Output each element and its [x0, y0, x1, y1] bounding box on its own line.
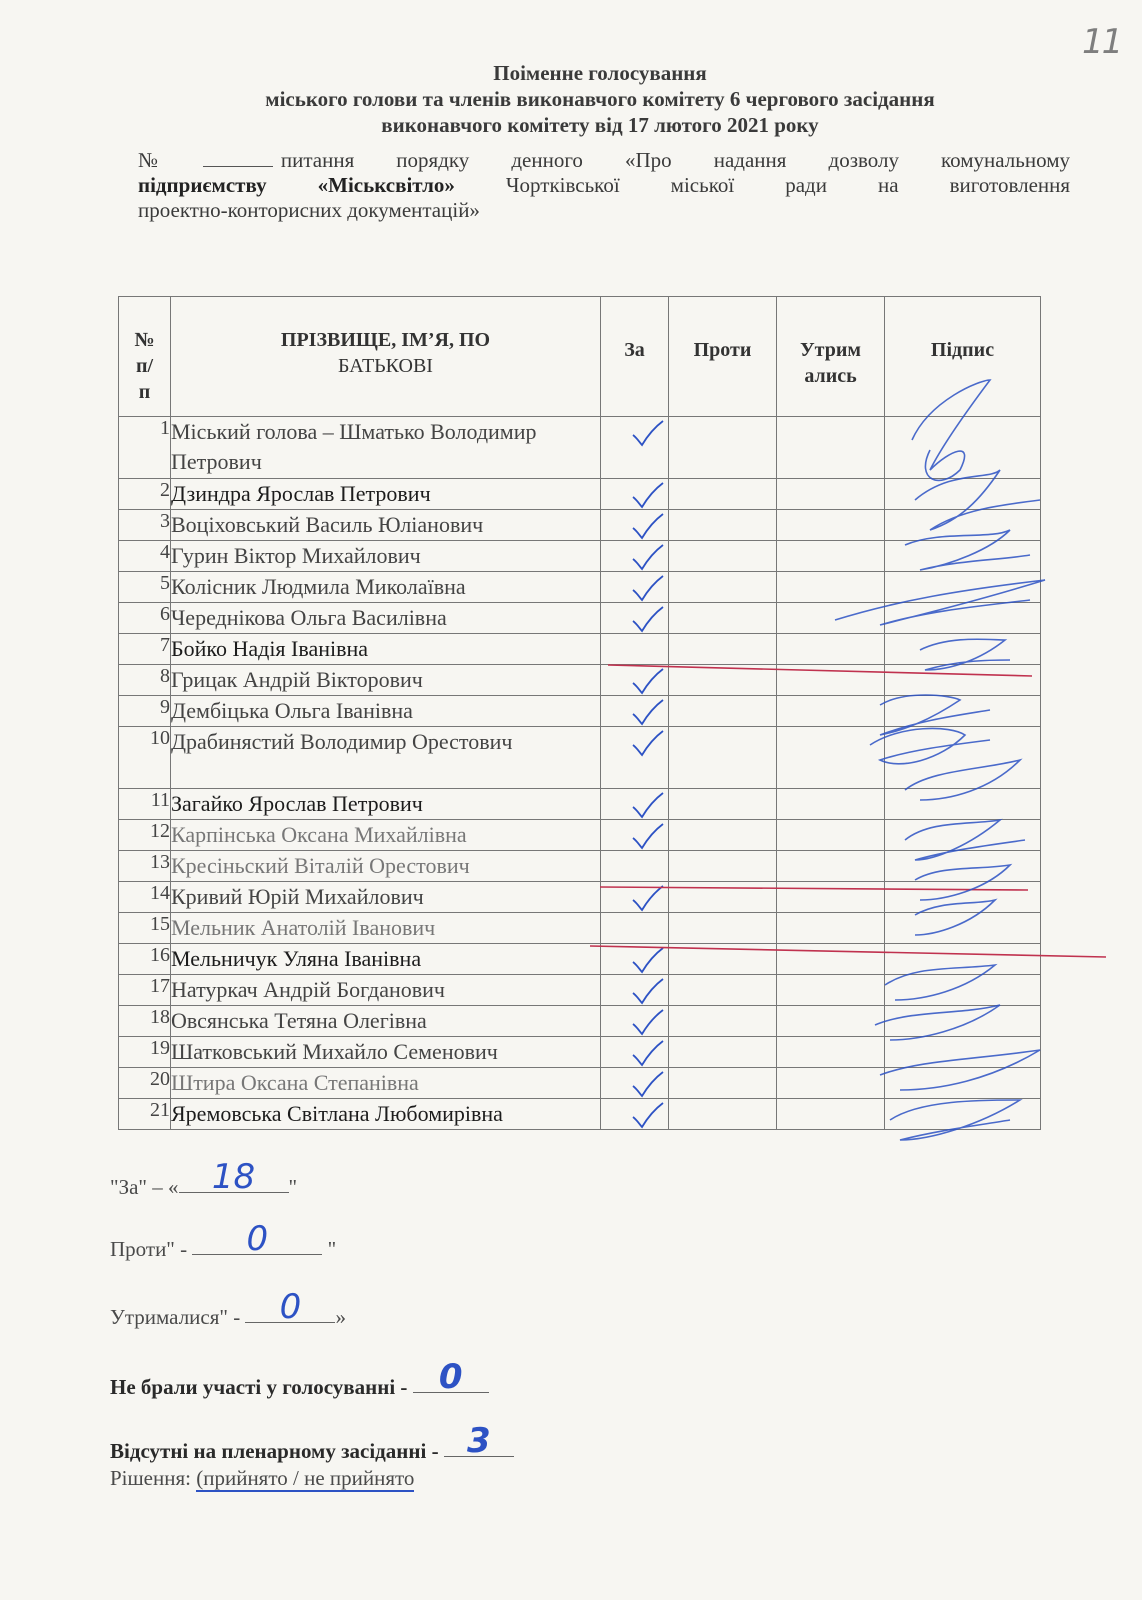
vote-against-cell — [669, 417, 777, 479]
table-row — [119, 882, 1041, 913]
vote-for-cell — [601, 820, 669, 851]
vote-against-cell — [669, 510, 777, 541]
member-name: Драбинястий Володимир Орестович — [171, 727, 601, 789]
member-name: Загайко Ярослав Петрович — [171, 789, 601, 820]
summary-for: "За" – « 18 " — [110, 1157, 298, 1199]
row-number: 20 — [119, 1068, 171, 1099]
vote-abstained-cell — [777, 975, 885, 1006]
row-number: 15 — [119, 913, 171, 944]
member-name: Кривий Юрій Михайлович — [171, 882, 601, 913]
table-row — [119, 603, 1041, 634]
page-number: 11 — [1082, 22, 1122, 62]
vote-for-cell — [601, 975, 669, 1006]
vote-abstained-cell — [777, 634, 885, 665]
vote-against-cell — [669, 541, 777, 572]
title-line-3: виконавчого комітету від 17 лютого 2021 року — [381, 113, 819, 137]
signature-cell — [885, 789, 1041, 820]
vote-abstained-cell — [777, 1037, 885, 1068]
table-row — [119, 510, 1041, 541]
checkmark-icon — [631, 791, 665, 819]
vote-against-cell — [669, 665, 777, 696]
vote-for-cell — [601, 510, 669, 541]
checkmark-icon — [631, 574, 665, 602]
signature-cell — [885, 1037, 1041, 1068]
vote-abstained-cell — [777, 913, 885, 944]
signature-cell — [885, 1006, 1041, 1037]
vote-abstained-cell — [777, 1006, 885, 1037]
vote-against-cell — [669, 1006, 777, 1037]
vote-against-cell — [669, 975, 777, 1006]
vote-abstained-cell — [777, 665, 885, 696]
row-number: 5 — [119, 572, 171, 603]
vote-for-cell — [601, 851, 669, 882]
table-row — [119, 789, 1041, 820]
checkmark-icon — [631, 729, 665, 757]
checkmark-icon — [631, 977, 665, 1005]
checkmark-icon — [631, 884, 665, 912]
table-row — [119, 727, 1041, 789]
subject-number-sign: № — [138, 148, 195, 172]
checkmark-icon — [631, 543, 665, 571]
table-row — [119, 665, 1041, 696]
signature-cell — [885, 479, 1041, 510]
summary-abstained: Утрималися" - 0 » — [110, 1287, 346, 1329]
summary-absent: Відсутні на пленарному засіданні - 3 — [110, 1432, 514, 1464]
vote-against-cell — [669, 789, 777, 820]
vote-abstained-cell — [777, 510, 885, 541]
checkmark-icon — [631, 1039, 665, 1067]
member-name: Яремовська Світлана Любомирівна — [171, 1099, 601, 1130]
vote-abstained-cell — [777, 603, 885, 634]
vote-for-cell — [601, 913, 669, 944]
vote-against-cell — [669, 944, 777, 975]
vote-abstained-cell — [777, 1099, 885, 1130]
checkmark-icon — [631, 512, 665, 540]
table-row — [119, 820, 1041, 851]
vote-for-cell — [601, 727, 669, 789]
row-number: 14 — [119, 882, 171, 913]
table-row — [119, 913, 1041, 944]
member-name: Мельник Анатолій Іванович — [171, 913, 601, 944]
signature-cell — [885, 603, 1041, 634]
summary-absent-value: 3 — [444, 1426, 514, 1457]
vote-against-cell — [669, 851, 777, 882]
table-row — [119, 541, 1041, 572]
signature-cell — [885, 572, 1041, 603]
row-number: 10 — [119, 727, 171, 789]
table-row — [119, 572, 1041, 603]
checkmark-icon — [631, 481, 665, 509]
row-number: 6 — [119, 603, 171, 634]
member-name: Бойко Надія Іванівна — [171, 634, 601, 665]
vote-for-cell — [601, 541, 669, 572]
checkmark-icon — [631, 946, 665, 974]
vote-for-cell — [601, 572, 669, 603]
vote-abstained-cell — [777, 1068, 885, 1099]
summary-against-value: 0 — [192, 1224, 322, 1255]
member-name: Грицак Андрій Вікторович — [171, 665, 601, 696]
vote-abstained-cell — [777, 479, 885, 510]
table-row — [119, 696, 1041, 727]
table-row — [119, 1068, 1041, 1099]
signature-cell — [885, 696, 1041, 727]
title-line-2: міського голови та членів виконавчого комітету 6 чергового засідання — [265, 87, 935, 111]
header-full-name: ПРІЗВИЩЕ, ІМ’Я, ПО БАТЬКОВІ — [171, 297, 601, 417]
table-row — [119, 1006, 1041, 1037]
vote-against-cell — [669, 696, 777, 727]
vote-against-cell — [669, 882, 777, 913]
member-name: Дембіцька Ольга Іванівна — [171, 696, 601, 727]
header-against: Проти — [669, 297, 777, 417]
checkmark-icon — [631, 605, 665, 633]
vote-for-cell — [601, 944, 669, 975]
vote-for-cell — [601, 1099, 669, 1130]
signature-cell — [885, 417, 1041, 479]
vote-abstained-cell — [777, 417, 885, 479]
vote-abstained-cell — [777, 820, 885, 851]
vote-for-cell — [601, 882, 669, 913]
checkmark-icon — [631, 1008, 665, 1036]
vote-against-cell — [669, 1037, 777, 1068]
vote-against-cell — [669, 1068, 777, 1099]
document-title — [120, 60, 1080, 138]
member-name: Карпінська Оксана Михайлівна — [171, 820, 601, 851]
vote-against-cell — [669, 634, 777, 665]
table-row — [119, 417, 1041, 479]
vote-abstained-cell — [777, 882, 885, 913]
vote-for-cell — [601, 789, 669, 820]
agenda-subject — [138, 148, 1070, 223]
member-name: Воціховський Василь Юліанович — [171, 510, 601, 541]
vote-for-cell — [601, 1068, 669, 1099]
vote-against-cell — [669, 603, 777, 634]
table-row — [119, 634, 1041, 665]
row-number: 21 — [119, 1099, 171, 1130]
row-number: 9 — [119, 696, 171, 727]
vote-for-cell — [601, 696, 669, 727]
signature-cell — [885, 975, 1041, 1006]
row-number: 13 — [119, 851, 171, 882]
summary-against: Проти" - 0 " — [110, 1219, 337, 1261]
voting-table — [118, 296, 1041, 1130]
vote-for-cell — [601, 479, 669, 510]
vote-for-cell — [601, 1006, 669, 1037]
decision-options: (прийнято / не прийнято — [196, 1466, 415, 1490]
table-row — [119, 975, 1041, 1006]
checkmark-icon — [631, 1070, 665, 1098]
vote-abstained-cell — [777, 944, 885, 975]
checkmark-icon — [631, 667, 665, 695]
vote-for-cell — [601, 603, 669, 634]
signature-cell — [885, 944, 1041, 975]
row-number: 11 — [119, 789, 171, 820]
member-name: Мельничук Уляна Іванівна — [171, 944, 601, 975]
summary-decision: Рішення: (прийнято / не прийнято — [110, 1466, 415, 1490]
header-number: № п/ п — [119, 297, 171, 417]
member-name: Кресіньский Віталій Орестович — [171, 851, 601, 882]
row-number: 1 — [119, 417, 171, 479]
row-number: 7 — [119, 634, 171, 665]
vote-abstained-cell — [777, 696, 885, 727]
row-number: 17 — [119, 975, 171, 1006]
checkmark-icon — [631, 1101, 665, 1129]
vote-against-cell — [669, 820, 777, 851]
member-name: Міський голова – Шматько Володимир Петрович — [171, 417, 601, 479]
signature-cell — [885, 820, 1041, 851]
vote-for-cell — [601, 634, 669, 665]
subject-text-1: питання порядку денного «Про надання дозволу комунальному — [280, 148, 1070, 172]
signature-cell — [885, 510, 1041, 541]
checkmark-icon — [631, 698, 665, 726]
summary-not-voted: Не брали участі у голосуванні - 0 — [110, 1368, 489, 1400]
signature-cell — [885, 1099, 1041, 1130]
signature-cell — [885, 1068, 1041, 1099]
title-line-1: Поіменне голосування — [493, 61, 707, 85]
subject-number-blank — [203, 166, 273, 167]
row-number: 4 — [119, 541, 171, 572]
row-number: 12 — [119, 820, 171, 851]
checkmark-icon — [631, 419, 665, 447]
table-row — [119, 1037, 1041, 1068]
signature-cell — [885, 851, 1041, 882]
row-number: 8 — [119, 665, 171, 696]
vote-abstained-cell — [777, 727, 885, 789]
row-number: 16 — [119, 944, 171, 975]
vote-for-cell — [601, 665, 669, 696]
member-name: Дзиндра Ярослав Петрович — [171, 479, 601, 510]
vote-against-cell — [669, 479, 777, 510]
subject-text-2a: підприємству — [138, 173, 267, 197]
vote-against-cell — [669, 1099, 777, 1130]
signature-cell — [885, 541, 1041, 572]
member-name: Штира Оксана Степанівна — [171, 1068, 601, 1099]
member-name: Гурин Віктор Михайлович — [171, 541, 601, 572]
vote-abstained-cell — [777, 789, 885, 820]
member-name: Череднікова Ольга Василівна — [171, 603, 601, 634]
vote-against-cell — [669, 727, 777, 789]
member-name: Овсянська Тетяна Олегівна — [171, 1006, 601, 1037]
vote-abstained-cell — [777, 572, 885, 603]
summary-for-value: 18 — [179, 1162, 289, 1193]
signature-cell — [885, 665, 1041, 696]
table-row — [119, 944, 1041, 975]
member-name: Колісник Людмила Миколаївна — [171, 572, 601, 603]
vote-against-cell — [669, 913, 777, 944]
vote-for-cell — [601, 1037, 669, 1068]
row-number: 19 — [119, 1037, 171, 1068]
vote-against-cell — [669, 572, 777, 603]
summary-abstained-value: 0 — [245, 1292, 335, 1323]
voting-table-wrapper — [118, 296, 1040, 1156]
summary-not-voted-value: 0 — [413, 1362, 489, 1393]
signature-cell — [885, 634, 1041, 665]
subject-text-2c: Чортківської міської ради на виготовлення — [505, 173, 1071, 197]
subject-text-2b: «Міськсвітло» — [317, 173, 455, 197]
signature-cell — [885, 727, 1041, 789]
row-number: 3 — [119, 510, 171, 541]
vote-abstained-cell — [777, 851, 885, 882]
header-abstained: Утрим ались — [777, 297, 885, 417]
member-name: Шатковський Михайло Семенович — [171, 1037, 601, 1068]
table-row — [119, 479, 1041, 510]
signature-cell — [885, 882, 1041, 913]
subject-text-3: проектно-конторисних документацій» — [138, 198, 480, 222]
checkmark-icon — [631, 822, 665, 850]
header-signature: Підпис — [885, 297, 1041, 417]
header-for: За — [601, 297, 669, 417]
row-number: 18 — [119, 1006, 171, 1037]
table-row — [119, 851, 1041, 882]
vote-abstained-cell — [777, 541, 885, 572]
member-name: Натуркач Андрій Богданович — [171, 975, 601, 1006]
table-row — [119, 1099, 1041, 1130]
signature-cell — [885, 913, 1041, 944]
row-number: 2 — [119, 479, 171, 510]
vote-for-cell — [601, 417, 669, 479]
